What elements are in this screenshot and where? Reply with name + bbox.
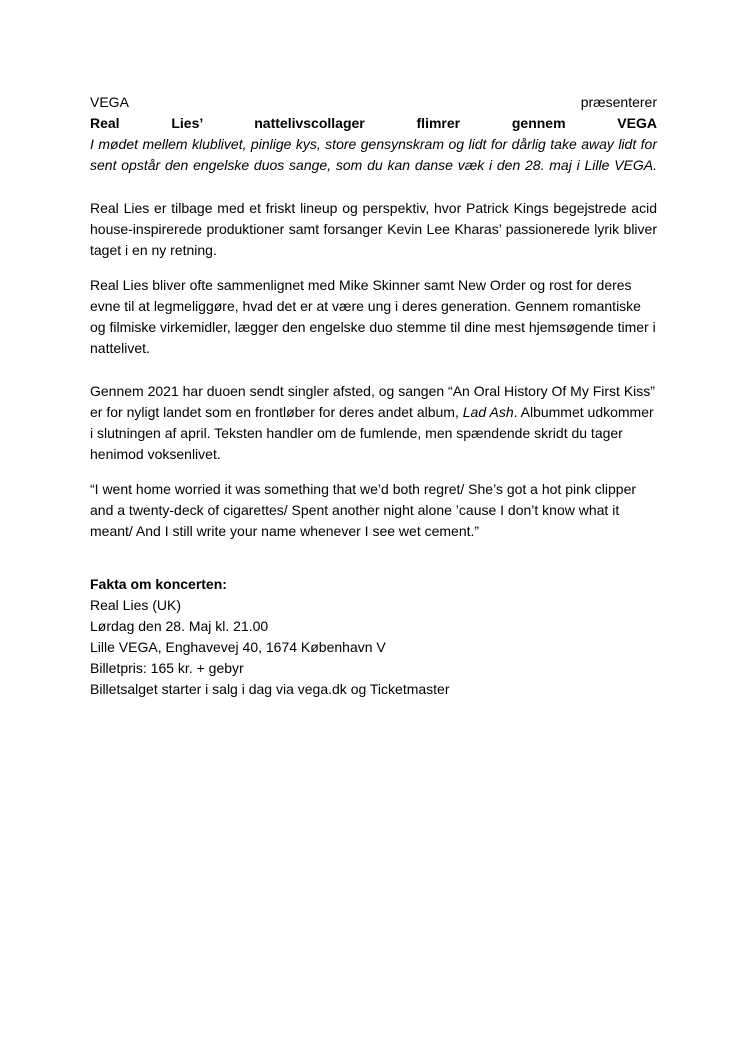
fact-price: Billetpris: 165 kr. + gebyr xyxy=(90,660,244,676)
paragraph-lineup: Real Lies er tilbage med et friskt lineup og perspektiv, hvor Patrick Kings begejstrede acid house-inspirerede produktioner samt forsanger Kevin Lee Kharas’ passionerede lyrik bliver taget i en ny retning. xyxy=(90,200,657,258)
fact-venue: Lille VEGA, Enghavevej 40, 1674 København V xyxy=(90,639,386,655)
paragraph-comparison: Real Lies bliver ofte sammenlignet med Mike Skinner samt New Order og rost for deres evne til at legmeliggøre, hvad det er at være ung i deres generation. Gennem romantiske og filmiske virkemidler, lægger den engelske duo stemme til dine mest hjemsøgende timer i nattelivet. xyxy=(90,277,656,356)
album-title: Lad Ash xyxy=(462,404,514,420)
paragraph-album xyxy=(90,381,657,465)
intro-paragraph: I mødet mellem klublivet, pinlige kys, store gensynskram og lidt for dårlig take away lidt for sent opstår den engelske duos sange, som du kan danse væk i den 28. maj i Lille VEGA. xyxy=(90,136,657,173)
presenter-line xyxy=(90,92,657,113)
fact-date: Lørdag den 28. Maj kl. 21.00 xyxy=(90,618,269,634)
fact-artist: Real Lies (UK) xyxy=(90,597,182,613)
facts-heading: Fakta om koncerten: xyxy=(90,576,227,592)
album-text-after: . Albummet udkommer i slutningen af april. Teksten handler om de fumlende, men spændende skridt du tager henimod voksenlivet. xyxy=(90,404,654,462)
presenter-label: præsenterer xyxy=(580,94,657,110)
spacer xyxy=(90,556,657,574)
spacer xyxy=(90,373,657,381)
presenter-brand: VEGA xyxy=(90,94,129,110)
fact-tickets: Billetsalget starter i salg i dag via vega.dk og Ticketmaster xyxy=(90,681,450,697)
headline: Real Lies’ nattelivscollager flimrer gennem VEGA xyxy=(90,115,657,131)
facts-section xyxy=(90,574,657,700)
paragraph-lyrics-quote: “I went home worried it was something that we’d both regret/ She’s got a hot pink clipper and a twenty-deck of cigarettes/ Spent another night alone ’cause I don’t know what it meant/ And I still write your name whenever I see wet cement.” xyxy=(90,481,637,539)
album-text-before: Gennem 2021 har duoen sendt singler afsted, og sangen “An Oral History Of My First Kiss” er for nyligt landet som en frontløber for deres andet album, xyxy=(90,383,655,420)
